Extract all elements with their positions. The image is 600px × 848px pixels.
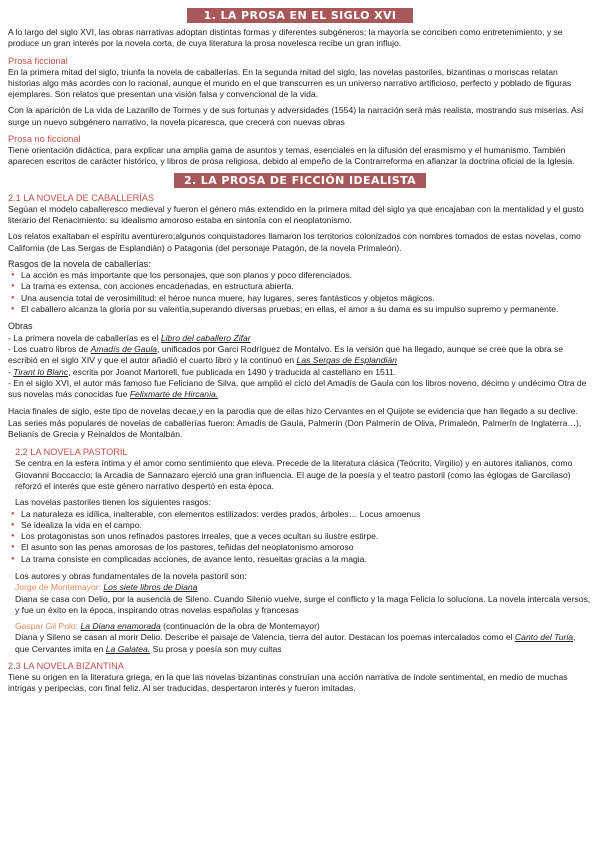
obra-text: - <box>8 366 14 377</box>
list-item: ● Se idealiza la vida en el campo. <box>21 520 592 531</box>
section-2-heading: 2. LA PROSA DE FICCIÓN IDEALISTA <box>174 173 426 188</box>
prosa-ficcional-paragraph-2: Con la aparición de La vida de Lazarillo de Tormes y de sus fortunas y adversidades (1554) la narración será más realista, mostrando sus miserias. Así surge un nuevo subgénero narrativo, la novela picaresca, que crecerá con nuevas obras <box>8 105 584 127</box>
prosa-ficcional-paragraph-1: En la primera mitad del siglo, triunfa la novela de caballerías. En la segunda mitad del siglo, las novelas pastoriles, bizantinas o moriscas relatan historias algo más acordes con lo racional, aunque el mundo en el que transcurren es un universo narrativo artificioso, perfecto y poblado de figuras ejemplares. Son relatos que presentan una visión falsa y convencional de la vida. <box>8 66 572 100</box>
list-item: ● Una ausencia total de verosimilitud: el héroe nunca muere, hay lugares, seres fantásticos y objetos mágicos. <box>21 293 592 304</box>
caballerias-paragraph-3: Hacia finales de siglo, este tipo de novelas decae,y en la parodia que de ellas hizo Cervantes en el Quijote se evidencia que han llegado a su declive. Las series más populares de novelas de caballerías fueron: Amadís de Gaula, Palmerín (Don Palmerín de Oliva, Primaleón, Palmerín de Inglaterra…), Belianís de Grecia y Reinaldos de Montalbán. <box>8 406 582 440</box>
obra-line-3 <box>8 367 592 378</box>
list-item: ● La trama consiste en complicadas acciones, de avance lento, resueltas gracias a la magia. <box>21 554 592 565</box>
caballerias-heading: 2.1 LA NOVELA DE CABALLERÍAS <box>8 192 155 203</box>
text: , que Cervantes imita en <box>15 632 576 654</box>
list-item: ● La acción es más importante que los personajes, que son planos y poco diferenciados. <box>21 270 592 281</box>
text: Diana y Sileno se casan al morir Delio. Describe el paisaje de Valencia, tierra del autor. Destacan los poemas intercalados como el <box>15 632 515 643</box>
autor-montemayor <box>15 582 592 593</box>
pastoril-heading: 2.2 LA NOVELA PASTORIL <box>15 447 128 458</box>
obra-line-1 <box>8 333 592 344</box>
obra-title-zifar: Libro del caballero Zifar <box>160 332 251 343</box>
pastoril-paragraph-1: Se centra en la esfera íntima y el amor como sentimiento que eleva. Precede de la literatura clásica (Teócrito, Virgilio) y en autores italianos, como Giovanni Boccaccio; la Arcadia de Sannazaro ejerció una gran influencia. El auge de la poesía y el teatro pastoril (como las églogas de Garcilaso) reforzó el interés que este género narrativo despertó en esta época. <box>15 458 573 491</box>
caballerias-obras <box>8 333 592 401</box>
pastoril-rasgos-intro: Las novelas pastoriles tienen los siguientes rasgos: <box>15 497 211 508</box>
pastoril-rasgos-list <box>15 509 592 565</box>
work-title: Canto del Turia <box>514 632 574 643</box>
obra-text: - En el siglo XVI, el autor más famoso fue Feliciano de Silva, que amplió el ciclo del Amadís de Gaula con los libros noveno, décimo y undécimo Otra de sus novelas más conocidas fue <box>8 377 587 400</box>
section-1-intro: A lo largo del siglo XVI, las obras narrativas adoptan distintas formas y diferentes subgéneros; la mayoría se conciben como entretenimiento, y se produce un gran interés por la novela corta, de cuya literatura la prosa novelesca recibe un gran influjo. <box>8 27 563 49</box>
bizantina-heading: 2.3 LA NOVELA BIZANTINA <box>8 661 124 672</box>
obra-title-sergas: Las Sergas de Esplandián <box>296 355 397 366</box>
obra-title-tirant: Tirant lo Blanc <box>13 366 69 377</box>
caballerias-obras-label: Obras <box>8 321 33 332</box>
work-title: La Galatea. <box>105 643 151 654</box>
text: Su prosa y poesía son muy cultas <box>150 643 282 654</box>
prosa-ficcional-heading: Prosa ficcional <box>8 55 68 66</box>
gil-polo-paragraph <box>15 632 592 655</box>
obra-line-2 <box>8 344 592 367</box>
list-item: ● El caballero alcanza la gloria por su valentía,superando diversas pruebas; en ellas, el amor a su dama es su impulso supremo y permanente. <box>21 304 592 315</box>
rasgos-rest: de la novela de caballerías: <box>38 258 151 269</box>
caballerias-rasgos-label <box>8 259 592 270</box>
author-name: Gaspar Gil Polo: <box>15 621 79 632</box>
caballerias-rasgos-list <box>8 270 592 315</box>
obra-text: , escrita por Joanot Martorell, fue publicada en 1490 y traducida al castellano en 1511. <box>68 366 397 377</box>
work-title: Los siete libros de Diana <box>103 582 198 593</box>
montemayor-paragraph: Diana se casa con Delio, por la ausencia de Sileno. Cuando Silenio vuelve, surge el conflicto y la maga Felicia lo soluciona. La novela intercala versos, y fue un éxito en la época, inspirando otras novelas españolas y francesas <box>15 593 591 615</box>
obra-title-felixmarte: Felixmarte de Hircania. <box>129 389 219 400</box>
rasgos-word: Rasgos <box>8 258 39 269</box>
prosa-no-ficcional-paragraph: Tiene orientación didáctica, para explicar una amplia gama de asuntos y temas, esenciales en la difusión del erasmismo y el humanismo. También aparecen escritos de carácter histórico, y libros de prosa religiosa, debido al empeño de la Contrarreforma en afianzar la doctrina oficial de la Iglesia. <box>8 145 575 167</box>
bizantina-paragraph: Tiene su origen en la literatura griega, en la que las novelas bizantinas construían una acción narrativa de índole sentimental, en medio de muchas intrigas y peripecias, con final feliz. Al ser traducidas, despertaron interés y fueron imitadas. <box>8 672 568 694</box>
caballerias-paragraph-2: Los relatos exaltaban el espíritu aventurero;algunos conquistadores llamaron los territorios colonizados con nombres tomados de estas novelas, como California (de Las Sergas de Esplandián) o Patagonia (del personaje Patagón, de la novela Primaleón). <box>8 231 581 253</box>
obra-text: , unificados por Garci Rodríguez de Montalvo. Es la versión que ha llegado, aunque se cree que la obra se escribió en el siglo XIV y que el autor añadió el cuarto libro y la continuó en <box>8 343 564 366</box>
pastoril-autores-intro: Los autores y obras fundamentales de la novela pastoril son: <box>15 570 247 581</box>
section-1-heading: 1. LA PROSA EN EL SIGLO XVI <box>187 8 413 23</box>
obra-text: - Los cuatro libros de <box>8 343 91 354</box>
obra-text: - La primera novela de caballerías es el <box>8 332 161 343</box>
work-title: La Diana enamorada <box>80 621 161 632</box>
work-note: (continuación de la obra de Montemayor) <box>160 621 320 632</box>
list-item: ● La trama es extensa, con acciones encadenadas, en estructura abierta. <box>21 281 592 292</box>
autor-gil-polo <box>15 621 592 632</box>
obra-title-amadis: Amadís de Gaula <box>90 343 158 354</box>
caballerias-paragraph-1: Segúan el modelo caballeresco medieval y fueron el género más extendido en la primera mitad del siglo ya que encajaban con la mentalidad y el gusto literario del Renacimiento: su idealismo amoroso estaba en sintonía con el neoplatonismo. <box>8 203 584 225</box>
obra-line-4 <box>8 378 592 401</box>
list-item: ● Los protagonistas son unos refinados pastores irreales, que a veces ocultan su ilustre estirpe. <box>21 531 592 542</box>
author-name: Jorge de Montemayor: <box>15 582 101 593</box>
list-item: ● La naturaleza es idílica, inalterable, con elementos estilizados: verdes prados, árboles… Locus amoenus <box>21 509 592 520</box>
list-item: ● El asunto son las penas amorosas de los pastores, teñidas del neoplatonismo amoroso <box>21 542 592 553</box>
prosa-no-ficcional-heading: Prosa no ficcional <box>8 134 81 145</box>
